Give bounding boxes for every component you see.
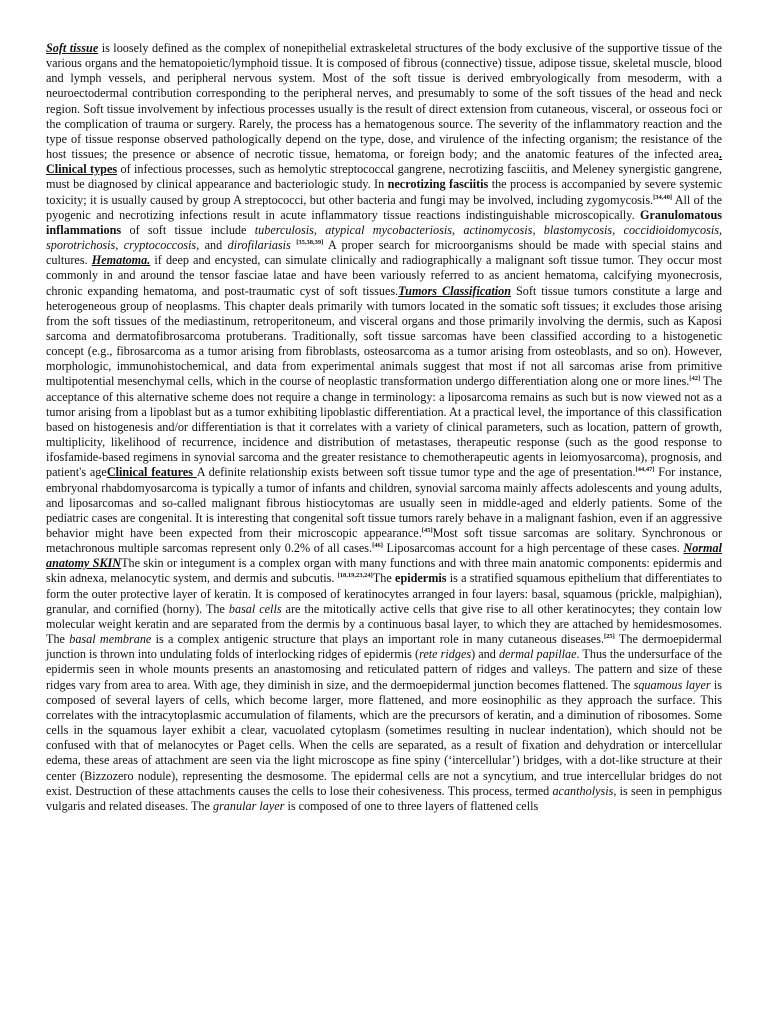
text: A proper search for microorganisms should be made with special stains and cultures. bbox=[46, 238, 723, 268]
text: Soft tissue tumors constitute a large and heterogeneous group of neoplasms. This chapter deals primarily with tumors located in the somatic soft tissues; it excludes those arising from the soft tissues of the mediastinum, retroperitoneum, and visceral organs and those primarily involving the dermis, such as Kaposi sarcoma and dermatofibrosarcoma protuberans. Traditionally, soft tissue sarcomas have been classified according to a histogenetic concept (e.g., fibrosarcoma as a tumor arising from fibroblasts, osteosarcoma as a tumor arising from osteoblasts, and so on). However, morphologic, immunohistochemical, and data from experimental animals suggest that most if not all sarcomas arise from primitive multipotential mesenchymal cells, which in the course of neoplastic transformation undergo differentiation along one or more lines. bbox=[46, 283, 723, 389]
term-necrotizing-fasciitis: necrotizing fasciitis bbox=[387, 177, 489, 192]
text: The skin or integument is a complex organ with many functions and with three main anatomic components: epidermis and skin adnexa, melanocytic system, and dermis and subcutis. bbox=[46, 556, 722, 586]
text: ) and bbox=[471, 647, 499, 662]
term-blastomycosis: blastomycosis bbox=[543, 222, 613, 237]
reference: [25] bbox=[604, 633, 615, 641]
text: , bbox=[612, 222, 624, 237]
text: of soft tissue include bbox=[121, 222, 255, 237]
text: The dermoepidermal junction is thrown into undulating folds of interlocking ridges of epidermis ( bbox=[46, 632, 722, 662]
text: , is seen in pemphigus vulgaris and related diseases. The bbox=[46, 783, 722, 813]
text: Liposarcomas account for a high percentage of these cases. bbox=[382, 541, 684, 556]
text: , bbox=[719, 222, 723, 237]
heading-normal-anatomy-skin: Normal anatomy SKIN bbox=[46, 541, 722, 571]
text: . Thus the undersurface of the epidermis seen in whole mounts presents an anastomosing and reticulated pattern of ridges and valleys. The pattern and size of these ridges vary from area to area. With age, they diminish in size, and the dermoepidermal junction becomes flattened. The bbox=[46, 647, 722, 692]
term-rete-ridges: rete ridges bbox=[419, 647, 472, 662]
body-paragraph bbox=[46, 41, 722, 814]
text: All of the pyogenic and necrotizing infections result in acute inflammatory tissue reactions indistinguishable microscopically. bbox=[46, 192, 722, 222]
term-dermal-papillae: dermal papillae bbox=[498, 647, 577, 662]
text: the process is accompanied by severe systemic toxicity; it is usually caused by group A streptococci, but other bacteria and fungi may be involved, including zygomycosis. bbox=[46, 177, 722, 207]
text: of infectious processes, such as hemolytic streptococcal gangrene, necrotizing fasciitis, and Meleney synergistic gangrene, must be diagnosed by clinical appearance and bacteriologic study. In bbox=[46, 162, 722, 192]
heading-tumors-classification: Tumors Classification bbox=[398, 283, 512, 298]
text: is composed of several layers of cells, which become larger, more flattened, and more eosinophilic as they approach the surface. This correlates with the intracytoplasmic accumulation of filaments, which are the precursors of keratin, and a diminution of ribosomes. Some cells in the squamous layer exhibit a clear, vacuolated cytoplasm (sometimes resulting in nuclear indentation), which should not be confused with that of melanocytes or Paget cells. When the cells are separated, as a result of fixation and dehydration or intercellular edema, these areas of attachment are seen via the light microscope as fine spiny (‘intercellular’) bridges, with a dot-like structure at their center (Bizzozero nodule), representing the desmosome. The epidermal cells are not a syncytium, and true intercellular bridges do not exist. Destruction of these attachments causes the cells to lose their cohesiveness. This process, termed bbox=[46, 677, 722, 798]
text: is loosely defined as the complex of nonepithelial extraskeletal structures of the body exclusive of the supportive tissue of the various organs and the hematopoietic/lymphoid tissue. It is composed of fibrous (connective) tissue, adipose tissue, skeletal muscle, blood and lymph vessels, and peripheral nervous system. Most of the soft tissue is derived embryologically from mesoderm, with a neuroectodermal contribution corresponding to the peripheral nerves, and presumably to some of the soft tissues of the head and neck region. Soft tissue involvement by infectious processes usually is the result of direct extension from cutaneous, visceral, or osseous foci or the complication of trauma or surgery. Rarely, the process has a hematogenous source. The severity of the inflammatory reaction and the type of tissue response observed pathologically depend on the type, dose, and virulence of the infecting organism; the resistance of the host tissues; the presence or absence of necrotic tissue, hematoma, or foreign body; and the anatomic features of the infected area bbox=[46, 41, 722, 162]
text: , bbox=[313, 222, 326, 237]
term-tuberculosis: tuberculosis bbox=[254, 222, 314, 237]
text: is a stratified squamous epithelium that differentiates to form the outer protective layer of keratin. It is composed of keratinocytes arranged in four layers: basal, squamous (prickle, malpighian), granular, and cornified (horny). The bbox=[46, 571, 722, 616]
text: The bbox=[372, 571, 396, 586]
term-sporotrichosis: sporotrichosis bbox=[46, 238, 116, 253]
reference: [35,38,39] bbox=[296, 239, 324, 247]
text: , and bbox=[196, 238, 228, 253]
heading-clinical-types: . Clinical types bbox=[46, 147, 722, 177]
term-squamous-layer: squamous layer bbox=[633, 677, 711, 692]
term-granulomatous: Granulomatous inflammations bbox=[46, 207, 722, 237]
term-basal-cells: basal cells bbox=[228, 601, 282, 616]
document-page bbox=[46, 41, 722, 814]
text: , bbox=[532, 222, 544, 237]
text: is a complex antigenic structure that plays an important role in many cutaneous diseases. bbox=[151, 632, 605, 647]
reference: [45] bbox=[421, 527, 433, 534]
reference: [34,40] bbox=[653, 193, 673, 201]
term-atypical-mycobacteriosis: atypical mycobacteriosis bbox=[325, 222, 453, 237]
text: A definite relationship exists between soft tissue tumor type and the age of presentation. bbox=[196, 465, 636, 480]
reference: [46] bbox=[372, 542, 383, 550]
text: is composed of one to three layers of flattened cells bbox=[284, 798, 539, 813]
term-epidermis: epidermis bbox=[395, 571, 447, 586]
reference: [18,19,23,24] bbox=[337, 572, 373, 580]
reference: [42] bbox=[689, 375, 701, 383]
heading-soft-tissue: Soft tissue bbox=[46, 41, 99, 55]
term-cryptococcosis: cryptococcosis bbox=[123, 238, 197, 253]
text: The acceptance of this alternative scheme does not require a change in terminology: a liposarcoma remains as such but is now viewed not as a tumor arising from a lipoblast but as a tumor exhibiting lipoblastic differentiation. At a practical level, the importance of this classification based on histogenesis and/or differentiation is that it correlates with a variety of clinical parameters, such as location, pattern of growth, multiplicity, likelihood of recurrence, incidence and distribution of metastases, therapeutic response (such as the good response to ifosfamide-based regimens in synovial sarcoma and the greater resistance to chemotherapeutic agents in leiomyosarcoma), prognosis, and patient's age bbox=[46, 374, 722, 480]
text: , bbox=[452, 222, 464, 237]
text: if deep and encysted, can simulate clinically and radiographically a malignant soft tissue tumor. They occur most commonly in and around the tensor fasciae latae and have been variously referred to as ancient hematoma, calcifying myonecrosis, chronic expanding hematoma, and post-traumatic cyst of soft tissues. bbox=[46, 253, 722, 298]
text: For instance, embryonal rhabdomyosarcoma is typically a tumor of infants and children, synovial sarcoma mainly affects adolescents and young adults, and liposarcomas and so-called malignant fibrous histiocytomas are usually seen in middle-aged and elderly patients. Some of the pediatric cases are congenital. It is interesting that congenital soft tissue tumors rarely behave in a malignant fashion, even if an aggressive behavior might have been expected from their microscopic appearance. bbox=[46, 465, 722, 540]
text: , bbox=[115, 238, 124, 253]
text: Most soft tissue sarcomas are solitary. Synchronous or metachronous multiple sarcomas represent only 0.2% of all cases. bbox=[46, 526, 723, 556]
term-dirofilariasis: dirofilariasis bbox=[227, 238, 291, 253]
heading-hematoma: Hematoma. bbox=[91, 253, 151, 268]
reference: [44,47] bbox=[635, 466, 655, 474]
term-granular-layer: granular layer bbox=[212, 798, 285, 813]
term-basal-membrane: basal membrane bbox=[69, 632, 152, 647]
term-actinomycosis: actinomycosis bbox=[463, 222, 533, 237]
term-coccidioidomycosis: coccidioidomycosis bbox=[623, 222, 719, 237]
heading-clinical-features: Clinical features bbox=[106, 465, 197, 480]
term-acantholysis: acantholysis bbox=[552, 783, 614, 798]
text: are the mitotically active cells that give rise to all other keratinocytes; they contain low molecular weight keratin and are separated from the dermis by a continuous basal layer, to which they are attached by hemidesmosomes. The bbox=[46, 601, 722, 647]
